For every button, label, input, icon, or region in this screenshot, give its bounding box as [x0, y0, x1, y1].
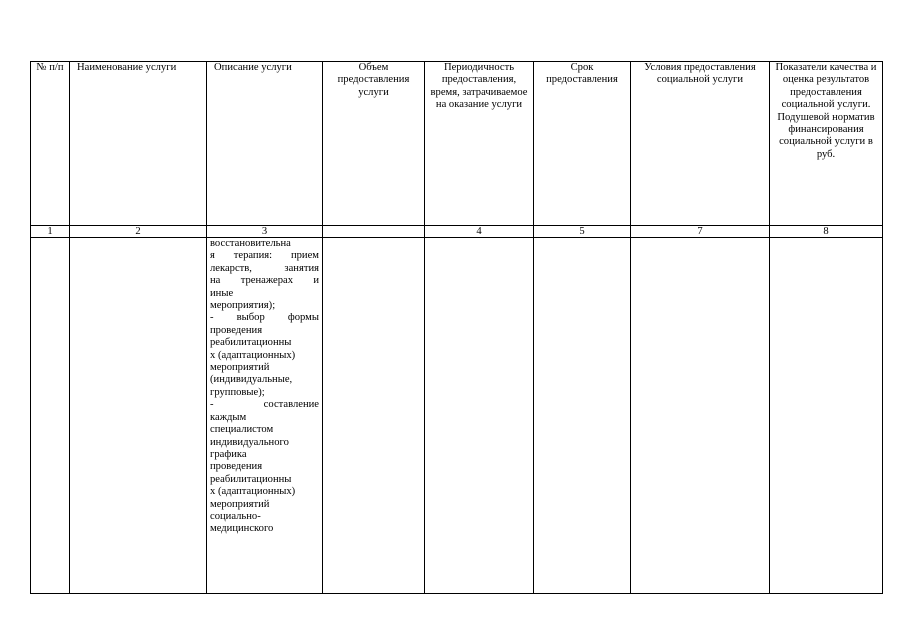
cell-term [534, 238, 631, 594]
column-number: 8 [770, 226, 883, 238]
description-line: социально- [210, 510, 261, 522]
cell-service-volume [323, 238, 425, 594]
column-number: 3 [207, 226, 323, 238]
description-line: иные [210, 287, 234, 299]
description-line: проведения [210, 461, 263, 473]
cell-service-name [70, 238, 207, 594]
cell-conditions [631, 238, 770, 594]
header-service-description: Описание услуги [207, 62, 323, 226]
description-line: индивидуального [210, 436, 289, 448]
column-number [323, 226, 425, 238]
description-line: - выбор формы [210, 312, 319, 324]
description-line: х (адаптационных) [210, 349, 296, 361]
description-line: реабилитационны [210, 337, 292, 349]
header-conditions: Условия предоставления социальной услуги [631, 62, 770, 226]
cell-periodicity [425, 238, 534, 594]
description-line: медицинского [210, 523, 274, 535]
cell-quality-indicators [770, 238, 883, 594]
description-line: я терапия: прием [210, 250, 319, 262]
header-quality-indicators: Показатели качества и оценка результатов предоставления социальной услуги. Подушевой норматив финансирования социальной услуги в руб. [770, 62, 883, 226]
description-line: мероприятий [210, 498, 270, 510]
column-number: 7 [631, 226, 770, 238]
description-line: мероприятий [210, 362, 270, 374]
column-number: 4 [425, 226, 534, 238]
services-table [30, 61, 883, 594]
header-term: Срок предоставления [534, 62, 631, 226]
description-line: мероприятия); [210, 300, 276, 312]
description-line: восстановительна [210, 238, 291, 249]
header-periodicity: Периодичность предоставления, время, затрачиваемое на оказание услуги [425, 62, 534, 226]
description-line: групповые); [210, 386, 265, 398]
description-line: реабилитационны [210, 473, 292, 485]
description-text [210, 238, 319, 536]
cell-number [31, 238, 70, 594]
header-service-volume: Объем предоставления услуги [323, 62, 425, 226]
description-line: (индивидуальные, [210, 374, 293, 386]
column-number: 1 [31, 226, 70, 238]
table-row [31, 238, 883, 594]
description-line: - составление [210, 399, 319, 411]
description-line: каждым [210, 411, 247, 423]
header-row [31, 62, 883, 226]
description-line: специалистом [210, 424, 274, 436]
column-number: 5 [534, 226, 631, 238]
header-number: № п/п [31, 62, 70, 226]
header-service-name: Наименование услуги [70, 62, 207, 226]
column-numbers-row [31, 226, 883, 238]
description-line: проведения [210, 324, 263, 336]
description-line: х (адаптационных) [210, 486, 296, 498]
description-line: графика [210, 448, 247, 460]
column-number: 2 [70, 226, 207, 238]
cell-service-description [207, 238, 323, 594]
description-line: лекарств, занятия [210, 262, 319, 274]
description-line: на тренажерах и [210, 275, 319, 287]
